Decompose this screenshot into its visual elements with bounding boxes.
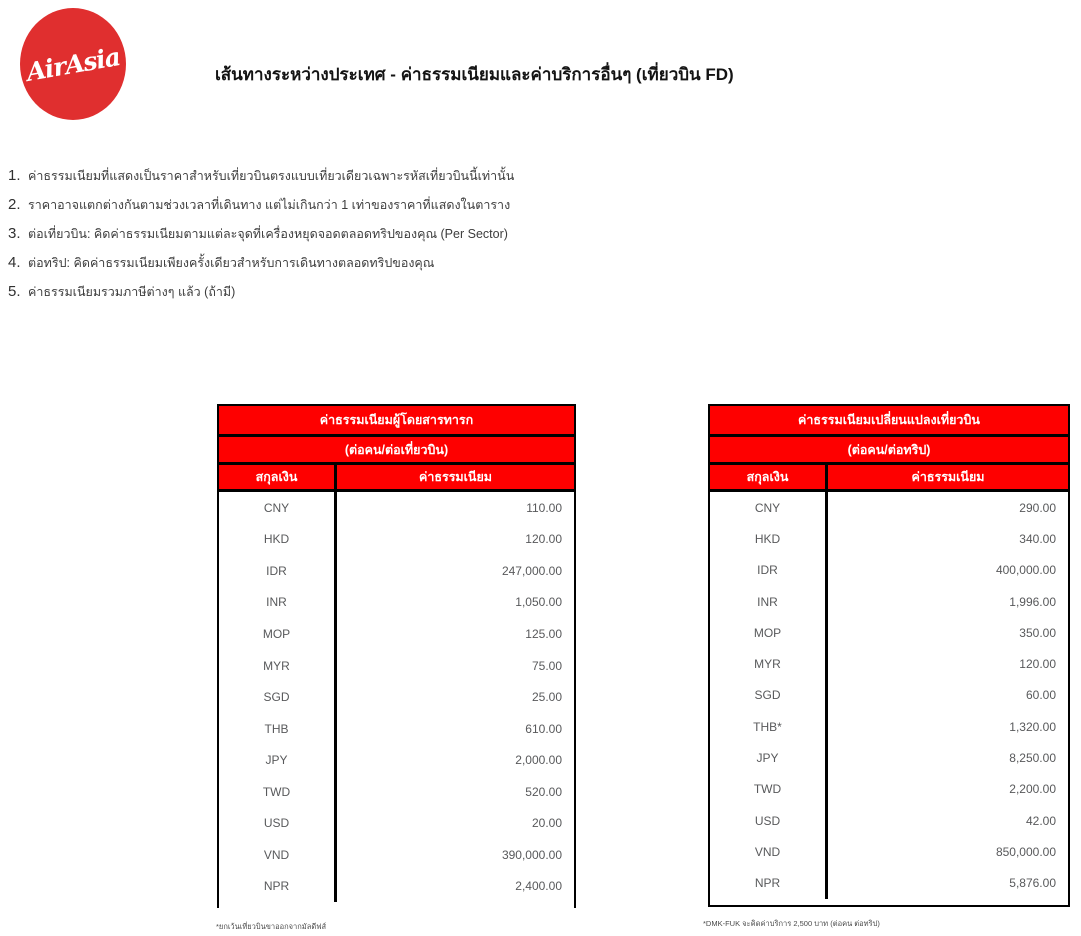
- table-row: [219, 871, 574, 903]
- cell-fee: 8,250.00: [1009, 751, 1056, 766]
- cell-currency: HKD: [710, 523, 828, 554]
- page-title: เส้นทางระหว่างประเทศ - ค่าธรรมเนียมและค่าบริการอื่นๆ (เที่ยวบิน FD): [215, 65, 734, 84]
- cell-fee: 390,000.00: [501, 847, 562, 862]
- table-row: [710, 711, 1068, 742]
- cell-currency: MYR: [219, 650, 337, 682]
- cell-fee: 5,876.00: [1009, 876, 1056, 891]
- notes-list: [8, 166, 708, 311]
- table-row: [710, 586, 1068, 617]
- note-number: 1.: [8, 167, 21, 184]
- cell-currency: CNY: [710, 492, 828, 523]
- table-row: [710, 523, 1068, 554]
- cell-fee: 75.00: [531, 658, 562, 673]
- cell-currency: THB: [219, 713, 337, 745]
- cell-currency: THB*: [710, 711, 828, 742]
- table-row: [219, 650, 574, 682]
- cell-currency: VND: [219, 839, 337, 871]
- cell-currency: MOP: [219, 618, 337, 650]
- table-subtitle: (ต่อคน/ต่อทริป): [710, 437, 1068, 465]
- note-text: ต่อทริป: คิดค่าธรรมเนียมเพียงครั้งเดียวสำหรับการเดินทางตลอดทริปของคุณ: [28, 256, 435, 270]
- table-column-headers: [710, 465, 1068, 492]
- cell-currency: IDR: [219, 555, 337, 587]
- cell-fee: 1,996.00: [1009, 594, 1056, 609]
- note-text: ค่าธรรมเนียมรวมภาษีต่างๆ แล้ว (ถ้ามี): [28, 285, 236, 299]
- cell-currency: CNY: [219, 492, 337, 524]
- cell-fee: 120.00: [1019, 657, 1056, 672]
- cell-fee: 2,000.00: [515, 753, 562, 768]
- cell-currency: NPR: [710, 868, 828, 899]
- note-number: 5.: [8, 283, 21, 300]
- cell-currency: MYR: [710, 648, 828, 679]
- cell-fee: 25.00: [531, 690, 562, 705]
- cell-fee: 290.00: [1019, 500, 1056, 515]
- cell-currency: JPY: [710, 742, 828, 773]
- table-row: [219, 713, 574, 745]
- table-column-headers: [219, 465, 574, 492]
- table-row: [219, 776, 574, 808]
- cell-fee: 20.00: [531, 816, 562, 831]
- table-row: [219, 492, 574, 524]
- cell-currency: MOP: [710, 617, 828, 648]
- cell-fee: 850,000.00: [995, 844, 1056, 859]
- cell-fee: 400,000.00: [995, 563, 1056, 578]
- cell-currency: TWD: [710, 774, 828, 805]
- table-row: [219, 524, 574, 556]
- footnote-flight-change-table: *DMK-FUK จะคิดค่าบริการ 2,500 บาท (ต่อคน ต่อทริป): [703, 919, 880, 928]
- cell-fee: 610.00: [525, 721, 562, 736]
- table-title: ค่าธรรมเนียมเปลี่ยนแปลงเที่ยวบิน: [710, 406, 1068, 437]
- cell-currency: VND: [710, 836, 828, 867]
- table-row: [219, 807, 574, 839]
- note-number: 2.: [8, 196, 21, 213]
- cell-currency: IDR: [710, 555, 828, 586]
- note-text: ราคาอาจแตกต่างกันตามช่วงเวลาที่เดินทาง แต่ไม่เกินกว่า 1 เท่าของราคาที่แสดงในตาราง: [28, 198, 511, 212]
- fee-table-flight-change: [708, 404, 1070, 907]
- note-item: [8, 253, 708, 282]
- table-row: [710, 648, 1068, 679]
- cell-fee: 2,200.00: [1009, 782, 1056, 797]
- note-item: [8, 195, 708, 224]
- cell-currency: INR: [219, 587, 337, 619]
- note-item: [8, 282, 708, 311]
- table-row: [710, 492, 1068, 523]
- note-item: [8, 166, 708, 195]
- column-header-fee: ค่าธรรมเนียม: [418, 470, 493, 484]
- cell-fee: 120.00: [525, 532, 562, 547]
- table-row: [710, 680, 1068, 711]
- note-text: ค่าธรรมเนียมที่แสดงเป็นราคาสำหรับเที่ยวบินตรงแบบเที่ยวเดียวเฉพาะรหัสเที่ยวบินนี้เท่านั้น: [28, 169, 515, 183]
- cell-fee: 520.00: [525, 784, 562, 799]
- cell-currency: SGD: [219, 681, 337, 713]
- table-row: [710, 836, 1068, 867]
- cell-currency: INR: [710, 586, 828, 617]
- cell-currency: USD: [219, 807, 337, 839]
- airasia-logo: [20, 8, 126, 120]
- table-row: [219, 555, 574, 587]
- cell-fee: 110.00: [526, 500, 562, 515]
- table-title: ค่าธรรมเนียมผู้โดยสารทารก: [219, 406, 574, 437]
- airasia-logo-text: AirAsia: [24, 41, 122, 87]
- cell-currency: TWD: [219, 776, 337, 808]
- cell-currency: USD: [710, 805, 828, 836]
- table-row: [219, 744, 574, 776]
- table-body: [710, 492, 1068, 899]
- column-header-fee: ค่าธรรมเนียม: [911, 470, 985, 484]
- table-row: [710, 805, 1068, 836]
- table-row: [710, 617, 1068, 648]
- cell-fee: 350.00: [1019, 625, 1056, 640]
- cell-fee: 125.00: [525, 626, 562, 641]
- cell-fee: 340.00: [1019, 531, 1056, 546]
- table-row: [219, 587, 574, 619]
- column-header-currency: สกุลเงิน: [219, 465, 337, 489]
- table-row: [710, 774, 1068, 805]
- footnote-infant-table: *ยกเว้นเที่ยวบินขาออกจากมัลดีฟส์: [216, 922, 327, 931]
- table-row: [710, 868, 1068, 899]
- column-header-currency: สกุลเงิน: [710, 465, 828, 489]
- table-row: [219, 681, 574, 713]
- table-subtitle: (ต่อคน/ต่อเที่ยวบิน): [219, 437, 574, 465]
- cell-fee: 1,320.00: [1009, 719, 1056, 734]
- note-number: 3.: [8, 225, 21, 242]
- note-text: ต่อเที่ยวบิน: คิดค่าธรรมเนียมตามแต่ละจุดที่เครื่องหยุดจอดตลอดทริปของคุณ (Per Sector): [28, 227, 508, 241]
- table-body: [219, 492, 574, 902]
- cell-fee: 247,000.00: [501, 563, 562, 578]
- cell-fee: 1,050.00: [515, 595, 562, 610]
- cell-fee: 42.00: [1025, 813, 1056, 828]
- cell-currency: NPR: [219, 871, 337, 903]
- cell-fee: 2,400.00: [515, 879, 562, 894]
- cell-currency: JPY: [219, 744, 337, 776]
- cell-fee: 60.00: [1025, 688, 1056, 703]
- table-row: [219, 618, 574, 650]
- table-row: [710, 742, 1068, 773]
- cell-currency: SGD: [710, 680, 828, 711]
- note-item: [8, 224, 708, 253]
- table-row: [219, 839, 574, 871]
- cell-currency: HKD: [219, 524, 337, 556]
- note-number: 4.: [8, 254, 21, 271]
- table-row: [710, 555, 1068, 586]
- fee-table-infant: [217, 404, 576, 908]
